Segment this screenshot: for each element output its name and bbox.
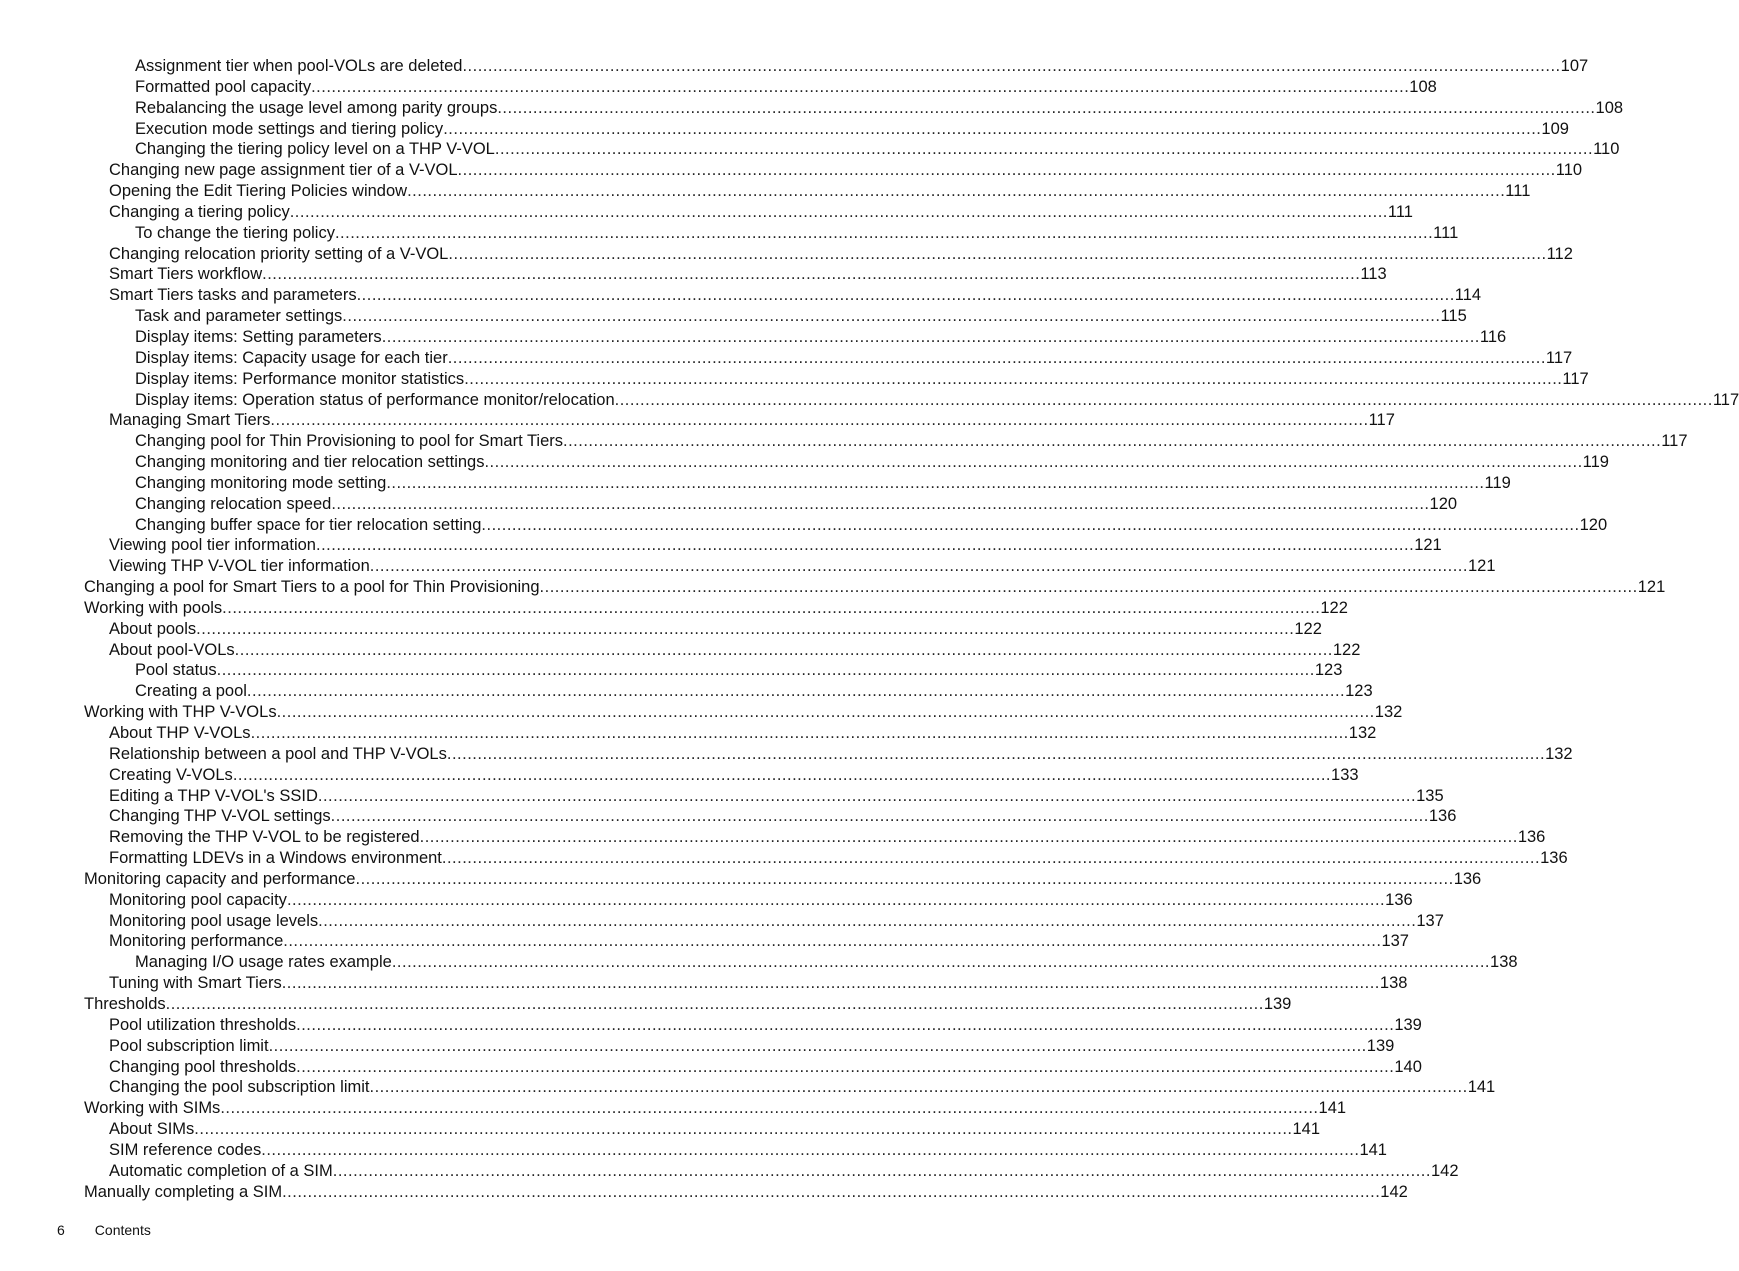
toc-entry-title: Changing the pool subscription limit bbox=[109, 1078, 370, 1097]
toc-entry-page-number: 141 bbox=[1318, 1099, 1347, 1118]
toc-entry-title: Pool subscription limit bbox=[109, 1036, 269, 1055]
toc-dot-leader bbox=[481, 515, 1579, 536]
toc-dot-leader bbox=[333, 1161, 1431, 1182]
toc-entry-title: Assignment tier when pool-VOLs are deleted bbox=[135, 57, 463, 75]
toc-dot-leader bbox=[335, 223, 1433, 244]
toc-entry-title: Viewing pool tier information bbox=[109, 536, 316, 555]
toc-entry[interactable] bbox=[84, 264, 1387, 285]
toc-dot-leader bbox=[296, 1015, 1394, 1036]
toc-entry[interactable] bbox=[84, 1182, 1408, 1203]
toc-entry[interactable] bbox=[84, 223, 1459, 244]
toc-dot-leader bbox=[464, 369, 1562, 390]
page-footer bbox=[57, 1222, 151, 1238]
toc-dot-leader bbox=[261, 1140, 1359, 1161]
toc-dot-leader bbox=[318, 911, 1416, 932]
toc-entry-title: Monitoring pool capacity bbox=[109, 890, 287, 909]
toc-dot-leader bbox=[386, 473, 1484, 494]
toc-dot-leader bbox=[540, 577, 1638, 598]
toc-entry-title: Formatted pool capacity bbox=[135, 77, 312, 96]
toc-entry-title: Changing monitoring and tier relocation settings bbox=[135, 453, 485, 472]
toc-entry-page-number: 109 bbox=[1541, 119, 1569, 138]
toc-dot-leader bbox=[282, 1182, 1380, 1203]
toc-entry-title: Display items: Performance monitor statistics bbox=[135, 369, 465, 388]
toc-entry-page-number: 132 bbox=[1348, 724, 1377, 742]
toc-entry[interactable] bbox=[84, 285, 1482, 306]
toc-dot-leader bbox=[355, 869, 1453, 890]
toc-entry[interactable] bbox=[84, 390, 1739, 411]
toc-entry-page-number: 139 bbox=[1394, 1015, 1422, 1034]
toc-dot-leader bbox=[342, 306, 1440, 327]
toc-entry-page-number: 142 bbox=[1380, 1182, 1408, 1201]
toc-entry[interactable] bbox=[84, 98, 1624, 119]
toc-dot-leader bbox=[233, 765, 1331, 786]
toc-entry-page-number: 120 bbox=[1429, 494, 1458, 513]
toc-entry-page-number: 122 bbox=[1294, 619, 1322, 638]
toc-entry[interactable] bbox=[84, 452, 1609, 473]
toc-entry-page-number: 121 bbox=[1467, 557, 1496, 576]
toc-entry-title: Automatic completion of a SIM bbox=[109, 1161, 333, 1180]
toc-entry-title: Relationship between a pool and THP V-VOLs bbox=[109, 744, 447, 763]
toc-entry-page-number: 138 bbox=[1490, 953, 1518, 972]
toc-entry[interactable] bbox=[84, 890, 1413, 911]
toc-entry-page-number: 114 bbox=[1454, 286, 1482, 305]
toc-entry[interactable] bbox=[84, 556, 1496, 577]
toc-dot-leader bbox=[484, 452, 1582, 473]
footer-section-title: Contents bbox=[94, 1222, 151, 1238]
toc-entry-title: Formatting LDEVs in a Windows environment bbox=[109, 849, 442, 868]
toc-dot-leader bbox=[370, 556, 1468, 577]
toc-entry-title: Creating a pool bbox=[135, 682, 247, 701]
toc-entry-page-number: 108 bbox=[1595, 98, 1624, 117]
toc-entry-page-number: 117 bbox=[1562, 369, 1589, 388]
toc-entry-title: Pool status bbox=[135, 661, 217, 680]
toc-dot-leader bbox=[369, 1077, 1467, 1098]
toc-dot-leader bbox=[447, 744, 1545, 765]
toc-entry-page-number: 136 bbox=[1428, 807, 1457, 826]
toc-entry-title: Changing relocation speed bbox=[135, 494, 332, 513]
toc-dot-leader bbox=[443, 119, 1541, 140]
footer-page-number: 6 bbox=[57, 1222, 65, 1238]
toc-entry-title: Monitoring capacity and performance bbox=[84, 869, 356, 888]
toc-entry[interactable] bbox=[84, 56, 1589, 77]
toc-entry[interactable] bbox=[84, 1161, 1459, 1182]
toc-entry-page-number: 113 bbox=[1360, 265, 1387, 284]
toc-entry-page-number: 111 bbox=[1387, 202, 1413, 221]
toc-entry-page-number: 117 bbox=[1368, 411, 1395, 430]
toc-entry-title: Task and parameter settings bbox=[135, 307, 343, 326]
toc-entry-title: Changing THP V-VOL settings bbox=[109, 807, 331, 826]
toc-entry[interactable] bbox=[84, 119, 1569, 140]
toc-entry-title: Opening the Edit Tiering Policies window bbox=[109, 182, 408, 201]
toc-entry-page-number: 135 bbox=[1416, 786, 1444, 805]
toc-entry-title: Working with THP V-VOLs bbox=[84, 703, 277, 722]
toc-dot-leader bbox=[407, 181, 1505, 202]
toc-entry[interactable] bbox=[84, 681, 1373, 702]
toc-entry[interactable] bbox=[84, 1057, 1422, 1078]
toc-entry-page-number: 111 bbox=[1505, 182, 1531, 201]
toc-entry-page-number: 136 bbox=[1385, 890, 1413, 909]
toc-entry-title: Managing Smart Tiers bbox=[109, 411, 271, 430]
toc-entry-title: SIM reference codes bbox=[109, 1140, 262, 1159]
toc-entry-title: Manually completing a SIM bbox=[84, 1182, 283, 1201]
toc-entry[interactable] bbox=[84, 202, 1413, 223]
toc-entry-title: Managing I/O usage rates example bbox=[135, 953, 392, 972]
toc-dot-leader bbox=[222, 598, 1320, 619]
toc-dot-leader bbox=[442, 848, 1540, 869]
toc-dot-leader bbox=[235, 640, 1333, 661]
toc-entry-page-number: 123 bbox=[1314, 661, 1343, 680]
toc-dot-leader bbox=[311, 77, 1409, 98]
toc-entry-page-number: 117 bbox=[1712, 390, 1739, 409]
toc-entry-page-number: 141 bbox=[1467, 1078, 1496, 1097]
toc-entry-page-number: 141 bbox=[1359, 1140, 1387, 1159]
toc-dot-leader bbox=[382, 327, 1480, 348]
toc-entry-title: Monitoring performance bbox=[109, 932, 284, 951]
toc-entry-title: Changing a pool for Smart Tiers to a pool for Thin Provisioning bbox=[84, 578, 540, 597]
toc-dot-leader bbox=[166, 994, 1264, 1015]
toc-entry-page-number: 116 bbox=[1479, 327, 1507, 346]
toc-entry-page-number: 141 bbox=[1292, 1120, 1321, 1139]
toc-entry-page-number: 132 bbox=[1374, 703, 1403, 722]
toc-dot-leader bbox=[357, 285, 1455, 306]
toc-entry[interactable] bbox=[84, 1098, 1347, 1119]
toc-entry[interactable] bbox=[84, 1077, 1496, 1098]
toc-entry[interactable] bbox=[84, 473, 1511, 494]
toc-entry-title: Monitoring pool usage levels bbox=[109, 911, 319, 930]
toc-entry[interactable] bbox=[84, 973, 1408, 994]
toc-dot-leader bbox=[331, 806, 1429, 827]
toc-entry-title: About pools bbox=[109, 619, 197, 638]
toc-entry-page-number: 122 bbox=[1320, 598, 1348, 617]
toc-entry-title: Execution mode settings and tiering policy bbox=[135, 119, 444, 138]
toc-entry[interactable] bbox=[84, 1036, 1395, 1057]
toc-entry-page-number: 119 bbox=[1484, 473, 1511, 492]
toc-entry[interactable] bbox=[84, 598, 1348, 619]
toc-dot-leader bbox=[282, 973, 1380, 994]
toc-entry[interactable] bbox=[84, 369, 1589, 390]
toc-dot-leader bbox=[220, 1098, 1318, 1119]
toc-entry-page-number: 121 bbox=[1637, 578, 1666, 597]
toc-dot-leader bbox=[290, 202, 1388, 223]
toc-dot-leader bbox=[392, 952, 1490, 973]
toc-entry-page-number: 120 bbox=[1579, 515, 1608, 534]
toc-dot-leader bbox=[251, 723, 1349, 744]
toc-entry[interactable] bbox=[84, 848, 1568, 869]
toc-dot-leader bbox=[296, 1057, 1394, 1078]
toc-dot-leader bbox=[277, 702, 1375, 723]
toc-entry-page-number: 117 bbox=[1545, 348, 1573, 367]
toc-entry-page-number: 122 bbox=[1332, 640, 1361, 659]
toc-dot-leader bbox=[269, 1036, 1367, 1057]
toc-entry[interactable] bbox=[84, 744, 1573, 765]
toc-entry-page-number: 111 bbox=[1433, 223, 1459, 242]
toc-entry-title: Display items: Operation status of performance monitor/relocation bbox=[135, 390, 615, 409]
toc-entry-page-number: 110 bbox=[1593, 140, 1620, 159]
toc-entry[interactable] bbox=[84, 994, 1292, 1015]
toc-entry-title: Smart Tiers tasks and parameters bbox=[109, 286, 357, 305]
toc-entry-title: Changing buffer space for tier relocation setting bbox=[135, 515, 482, 534]
toc-entry-page-number: 142 bbox=[1430, 1161, 1459, 1180]
toc-entry-page-number: 117 bbox=[1661, 432, 1688, 451]
toc-dot-leader bbox=[615, 390, 1713, 411]
toc-entry-page-number: 139 bbox=[1263, 994, 1292, 1013]
toc-entry-page-number: 121 bbox=[1414, 536, 1442, 555]
toc-entry-title: About THP V-VOLs bbox=[109, 724, 251, 742]
toc-entry-page-number: 137 bbox=[1416, 911, 1444, 930]
toc-entry-title: Tuning with Smart Tiers bbox=[109, 974, 282, 993]
toc-entry-title: About SIMs bbox=[109, 1120, 195, 1139]
toc-entry[interactable] bbox=[84, 348, 1573, 369]
toc-entry-title: Pool utilization thresholds bbox=[109, 1015, 297, 1034]
toc-dot-leader bbox=[458, 160, 1556, 181]
toc-dot-leader bbox=[217, 660, 1315, 681]
toc-entry-title: Changing pool thresholds bbox=[109, 1057, 297, 1076]
toc-entry[interactable] bbox=[84, 723, 1377, 744]
toc-entry-title: To change the tiering policy bbox=[135, 223, 335, 242]
toc-entry-page-number: 136 bbox=[1540, 849, 1568, 868]
toc-entry[interactable] bbox=[84, 244, 1573, 265]
toc-entry-title: Changing the tiering policy level on a THP V-VOL bbox=[135, 140, 495, 159]
toc-entry[interactable] bbox=[84, 827, 1546, 848]
toc-entry-title: Viewing THP V-VOL tier information bbox=[109, 557, 370, 576]
toc-dot-leader bbox=[331, 494, 1429, 515]
toc-entry-title: Editing a THP V-VOL's SSID bbox=[109, 786, 318, 805]
toc-entry[interactable] bbox=[84, 515, 1608, 536]
toc-entry-page-number: 108 bbox=[1409, 77, 1437, 96]
toc-dot-leader bbox=[283, 931, 1381, 952]
toc-entry[interactable] bbox=[84, 1015, 1422, 1036]
toc-entry[interactable] bbox=[84, 181, 1531, 202]
toc-entry-title: Rebalancing the usage level among parity groups bbox=[135, 98, 498, 117]
toc-entry[interactable] bbox=[84, 806, 1457, 827]
toc-entry-title: Changing monitoring mode setting bbox=[135, 473, 387, 492]
toc-entry[interactable] bbox=[84, 869, 1482, 890]
toc-entry[interactable] bbox=[84, 410, 1395, 431]
toc-entry-title: Working with pools bbox=[84, 598, 223, 617]
toc-entry-title: About pool-VOLs bbox=[109, 640, 235, 659]
toc-dot-leader bbox=[462, 56, 1560, 77]
toc-entry-page-number: 139 bbox=[1366, 1036, 1395, 1055]
toc-entry[interactable] bbox=[84, 931, 1409, 952]
toc-entry-page-number: 136 bbox=[1517, 828, 1546, 847]
toc-entry[interactable] bbox=[84, 77, 1437, 98]
toc-dot-leader bbox=[194, 1119, 1292, 1140]
toc-entry[interactable] bbox=[84, 619, 1322, 640]
toc-entry[interactable] bbox=[84, 306, 1467, 327]
toc-entry-page-number: 119 bbox=[1582, 453, 1609, 472]
toc-dot-leader bbox=[448, 348, 1546, 369]
toc-entry-title: Changing new page assignment tier of a V-VOL bbox=[109, 161, 458, 180]
toc-entry[interactable] bbox=[84, 577, 1666, 598]
toc-dot-leader bbox=[420, 827, 1518, 848]
toc-entry-title: Thresholds bbox=[84, 994, 166, 1013]
toc-entry-page-number: 123 bbox=[1345, 682, 1373, 701]
toc-entry[interactable] bbox=[84, 327, 1507, 348]
toc-entry[interactable] bbox=[84, 139, 1620, 160]
toc-dot-leader bbox=[448, 244, 1546, 265]
toc-dot-leader bbox=[262, 264, 1360, 285]
toc-entry[interactable] bbox=[84, 640, 1361, 661]
toc-entry[interactable] bbox=[84, 160, 1583, 181]
toc-entry-page-number: 140 bbox=[1394, 1057, 1422, 1076]
toc-dot-leader bbox=[497, 98, 1595, 119]
toc-entry-page-number: 132 bbox=[1545, 744, 1573, 763]
toc-dot-leader bbox=[318, 786, 1416, 807]
toc-entry[interactable] bbox=[84, 952, 1518, 973]
toc-dot-leader bbox=[495, 139, 1593, 160]
toc-entry[interactable] bbox=[84, 431, 1688, 452]
toc-dot-leader bbox=[287, 890, 1385, 911]
toc-entry-page-number: 110 bbox=[1555, 161, 1583, 180]
toc-entry[interactable] bbox=[84, 1140, 1387, 1161]
toc-entry-title: Changing relocation priority setting of a V-VOL bbox=[109, 244, 449, 263]
toc-entry-title: Display items: Capacity usage for each tier bbox=[135, 348, 448, 367]
toc-dot-leader bbox=[196, 619, 1294, 640]
toc-dot-leader bbox=[247, 681, 1345, 702]
toc-entry[interactable] bbox=[84, 1119, 1321, 1140]
toc-entry-title: Changing a tiering policy bbox=[109, 202, 290, 221]
toc-entry-page-number: 112 bbox=[1546, 244, 1573, 263]
toc-entry-title: Creating V-VOLs bbox=[109, 765, 233, 784]
toc-entry[interactable] bbox=[84, 786, 1444, 807]
toc-entry-page-number: 115 bbox=[1440, 307, 1467, 326]
toc-entry-title: Display items: Setting parameters bbox=[135, 327, 382, 346]
toc-dot-leader bbox=[563, 431, 1661, 452]
toc-entry-page-number: 138 bbox=[1379, 974, 1408, 993]
toc-entry[interactable] bbox=[84, 702, 1403, 723]
toc-entry-page-number: 136 bbox=[1453, 869, 1482, 888]
toc-entry[interactable] bbox=[84, 911, 1444, 932]
toc-entry-title: Removing the THP V-VOL to be registered bbox=[109, 828, 420, 847]
toc-entry[interactable] bbox=[84, 660, 1343, 681]
toc-entry-page-number: 137 bbox=[1381, 932, 1409, 951]
toc-entry-title: Working with SIMs bbox=[84, 1099, 221, 1118]
toc-entry-title: Changing pool for Thin Provisioning to pool for Smart Tiers bbox=[135, 432, 564, 451]
toc-dot-leader bbox=[316, 535, 1414, 556]
toc-entry-title: Smart Tiers workflow bbox=[109, 265, 263, 284]
toc-entry[interactable] bbox=[84, 765, 1359, 786]
toc-dot-leader bbox=[270, 410, 1368, 431]
toc-entry-page-number: 133 bbox=[1331, 765, 1359, 784]
table-of-contents bbox=[84, 56, 1739, 1202]
toc-entry[interactable] bbox=[84, 494, 1458, 515]
toc-entry-page-number: 107 bbox=[1560, 57, 1589, 75]
toc-entry[interactable] bbox=[84, 535, 1442, 556]
